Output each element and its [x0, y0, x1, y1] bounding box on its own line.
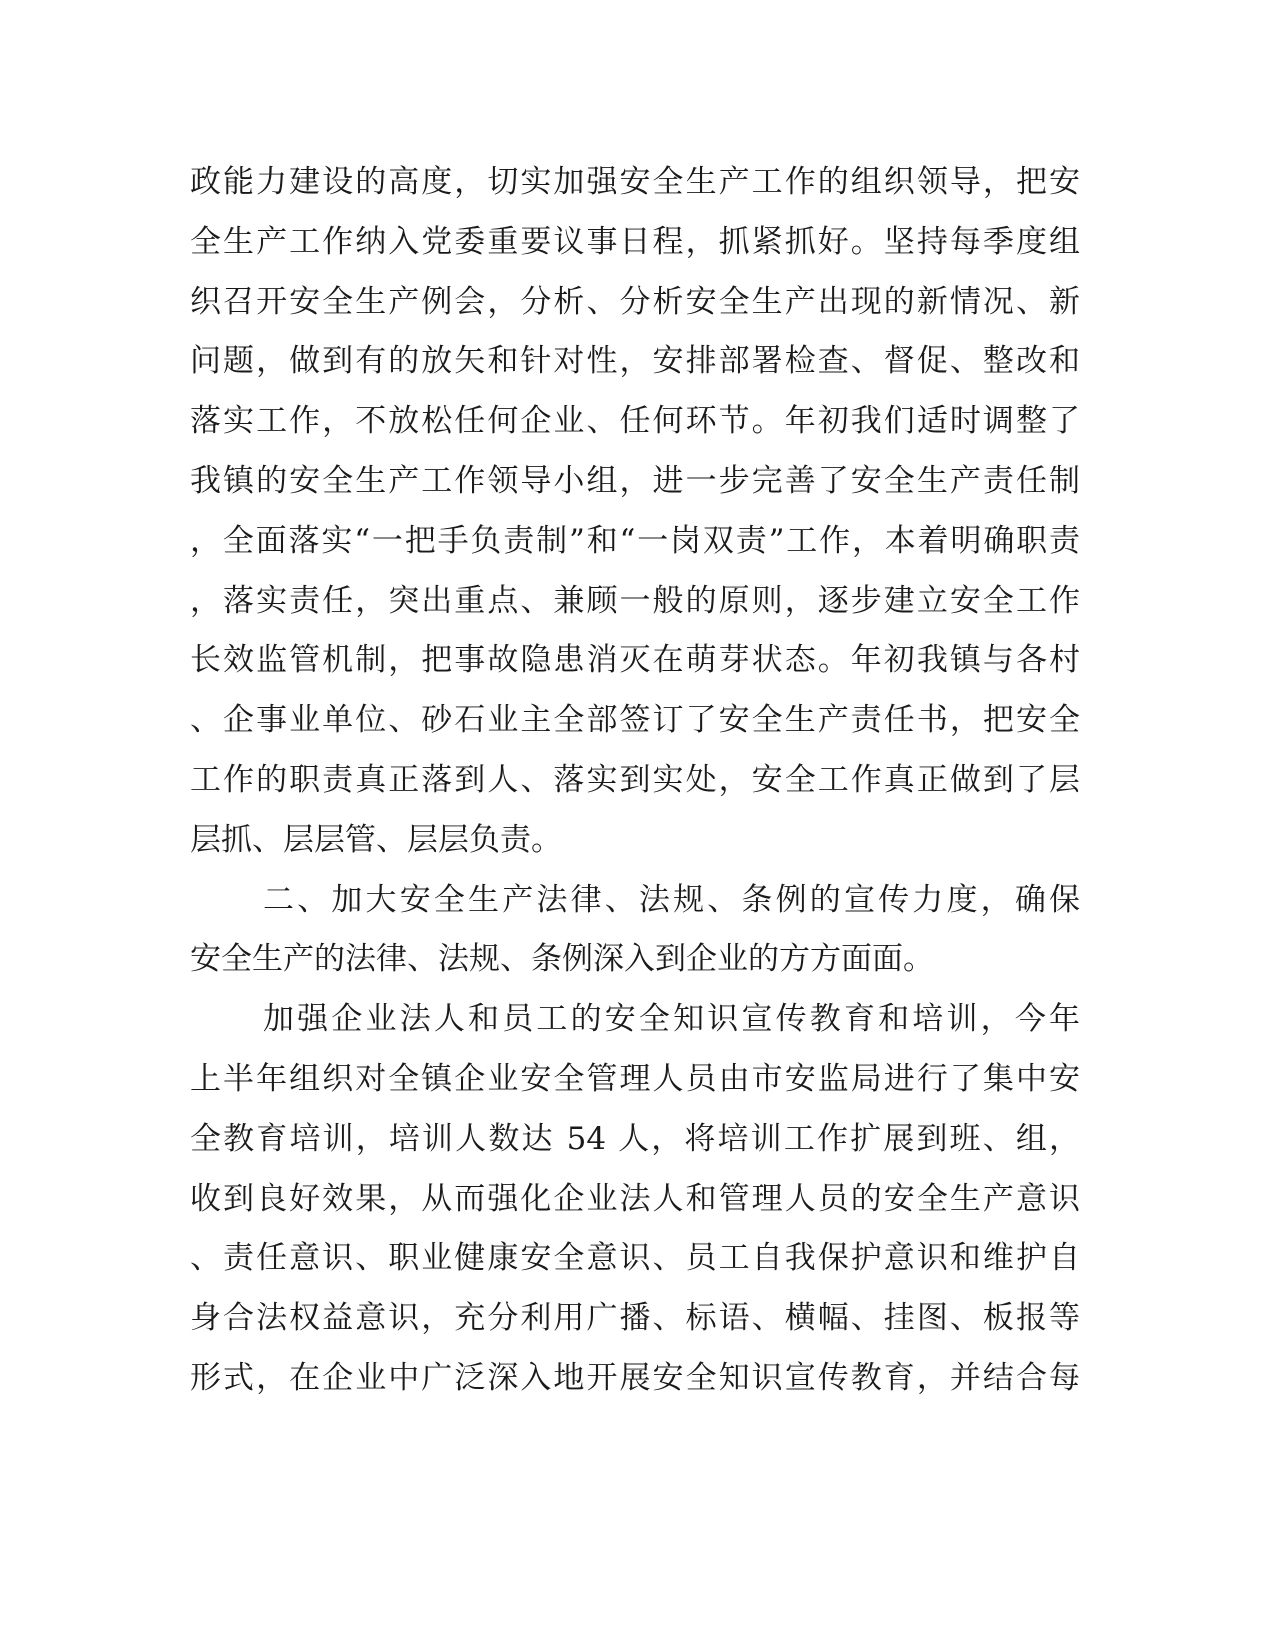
- paragraph-start-line: 加强企业法人和员工的安全知识宣传教育和培训，今年: [263, 1001, 1080, 1038]
- body-text: [190, 153, 1080, 1409]
- text-line: 落实工作，不放松任何企业、任何环节。年初我们适时调整了: [190, 403, 1080, 440]
- text-line: 长效监管机制，把事故隐患消灭在萌芽状态。年初我镇与各村: [190, 642, 1080, 679]
- text-line: 、企事业单位、砂石业主全部签订了安全生产责任书，把安全: [190, 702, 1080, 739]
- text-line: 问题，做到有的放矢和针对性，安排部署检查、督促、整改和: [190, 343, 1080, 380]
- text-line: 工作的职责真正落到人、落实到实处，安全工作真正做到了层: [190, 761, 1080, 798]
- text-line: 我镇的安全生产工作领导小组，进一步完善了安全生产责任制: [190, 462, 1080, 499]
- text-line: ，全面落实“一把手负责制”和“一岗双责”工作，本着明确职责: [190, 522, 1080, 559]
- section-heading-line: 二、加大安全生产法律、法规、条例的宣传力度，确保: [263, 881, 1080, 918]
- text-line: 政能力建设的高度，切实加强安全生产工作的组织领导，把安: [190, 164, 1080, 200]
- paragraph-end-line: 层抓、层层管、层层负责。: [190, 821, 562, 858]
- text-line: 、责任意识、职业健康安全意识、员工自我保护意识和维护自: [190, 1240, 1080, 1277]
- text-line: 全教育培训，培训人数达 54 人，将培训工作扩展到班、组，: [190, 1120, 1080, 1157]
- text-line: 织召开安全生产例会，分析、分析安全生产出现的新情况、新: [190, 283, 1080, 320]
- text-line: 身合法权益意识，充分利用广播、标语、横幅、挂图、板报等: [190, 1300, 1080, 1337]
- text-line: 上半年组织对全镇企业安全管理人员由市安监局进行了集中安: [190, 1060, 1080, 1097]
- text-line: 全生产工作纳入党委重要议事日程，抓紧抓好。坚持每季度组: [190, 223, 1080, 260]
- text-line: 收到良好效果，从而强化企业法人和管理人员的安全生产意识: [190, 1180, 1080, 1217]
- text-line: 形式，在企业中广泛深入地开展安全知识宣传教育，并结合每: [190, 1359, 1080, 1396]
- text-line: ，落实责任，突出重点、兼顾一般的原则，逐步建立安全工作: [190, 582, 1080, 619]
- section-heading-end-line: 安全生产的法律、法规、条例深入到企业的方方面面。: [190, 941, 934, 978]
